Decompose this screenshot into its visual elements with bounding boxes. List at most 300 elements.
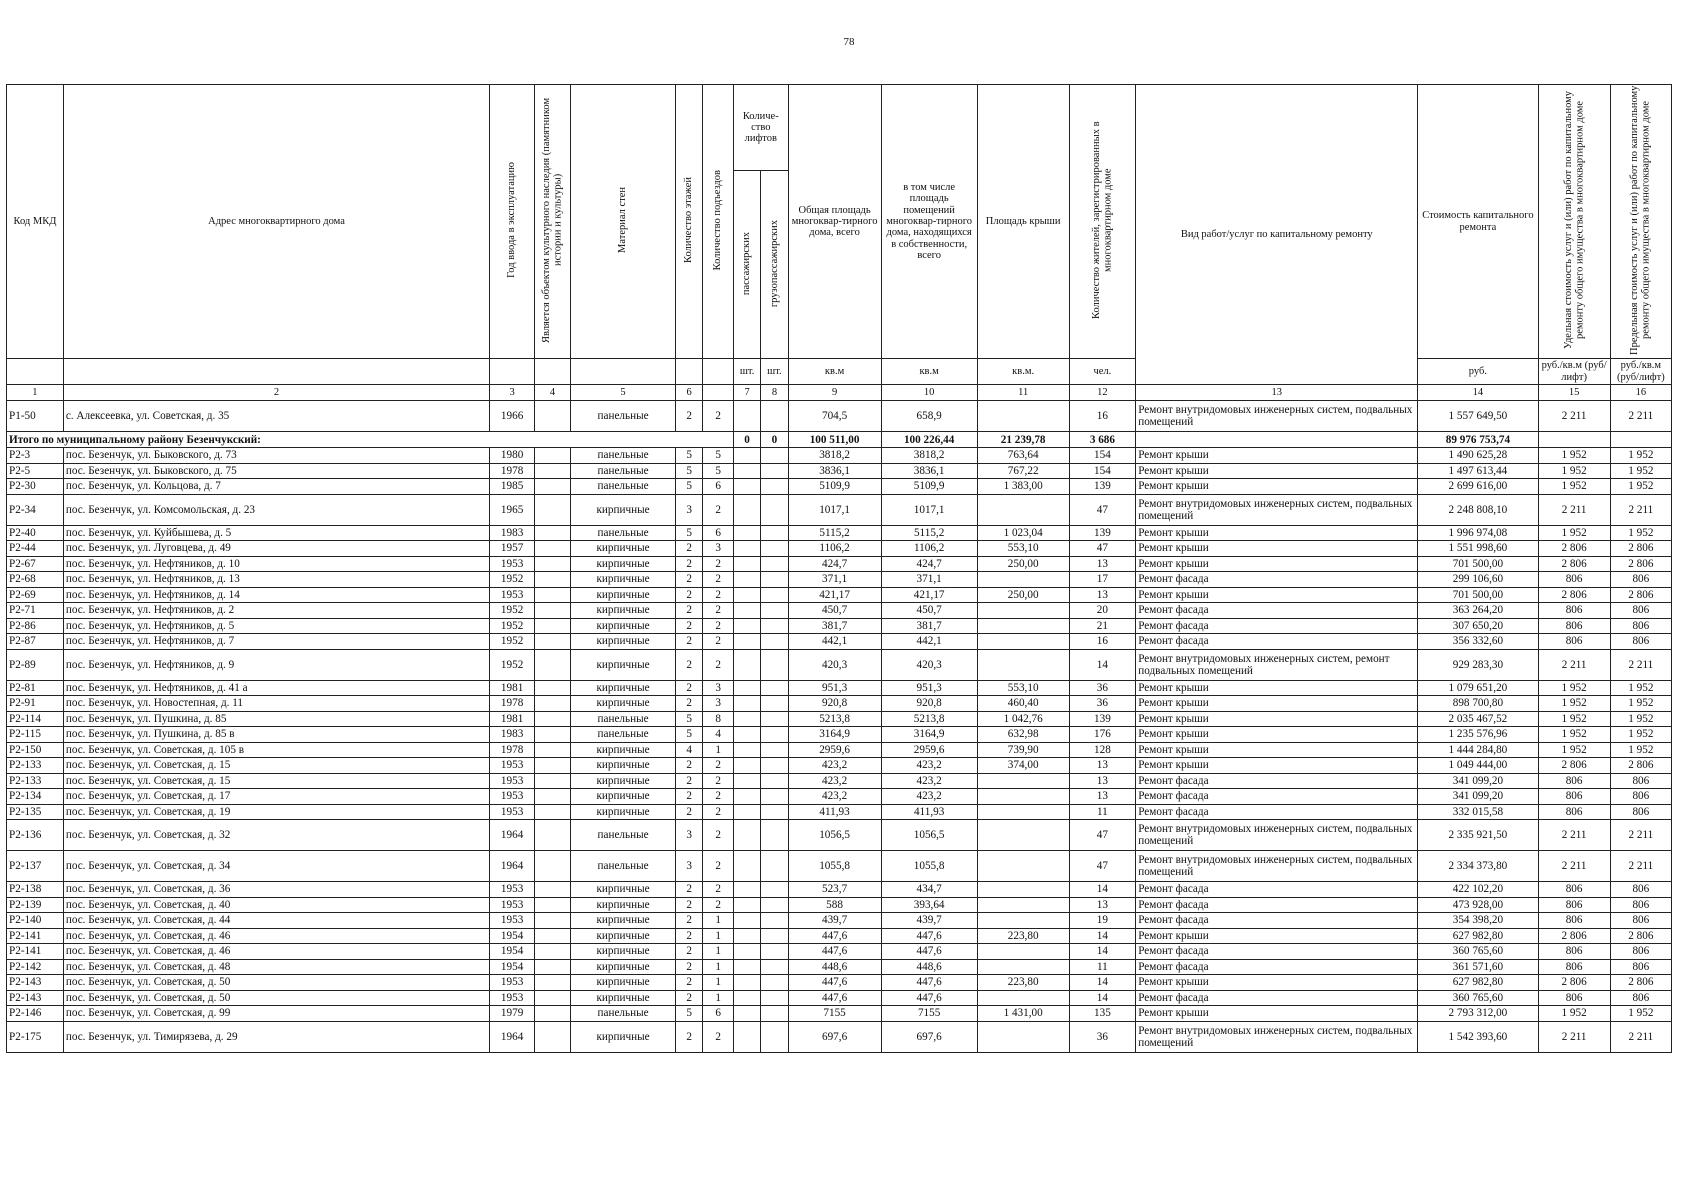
cell-material: кирпичные [571, 990, 676, 1006]
cell-unit-cost: 806 [1538, 634, 1610, 650]
cell-material: кирпичные [571, 804, 676, 820]
cell-work-type: Ремонт крыши [1136, 680, 1418, 696]
header-material [571, 85, 676, 359]
cell-work-type: Ремонт фасада [1136, 634, 1418, 650]
cell-owned-area: 420,3 [881, 649, 977, 680]
cell-residents: 17 [1069, 572, 1136, 588]
cell-code: Р1-50 [7, 401, 64, 432]
cell-cultural [535, 789, 571, 805]
table-row [7, 525, 1672, 541]
cell-lifts-cargo [761, 556, 788, 572]
cell-material: кирпичные [571, 773, 676, 789]
cell-residents: 21 [1069, 618, 1136, 634]
cell-floors: 2 [676, 680, 703, 696]
col-number: 13 [1136, 385, 1418, 401]
cell-residents: 11 [1069, 804, 1136, 820]
cell-material: панельные [571, 727, 676, 743]
cell-address: пос. Безенчук, ул. Нефтяников, д. 7 [63, 634, 489, 650]
cell-roof-area: 763,64 [977, 448, 1069, 464]
cell-work-type: Ремонт крыши [1136, 448, 1418, 464]
cell-owned-area: 381,7 [881, 618, 977, 634]
cell-work-type: Ремонт внутридомовых инженерных систем, подвальных помещений [1136, 1021, 1418, 1052]
cell-cultural [535, 758, 571, 774]
cell-year: 1978 [490, 742, 535, 758]
cell-max-cost: 806 [1610, 634, 1671, 650]
table-row [7, 758, 1672, 774]
cell-code: Р2-135 [7, 804, 64, 820]
cell-roof-area [977, 572, 1069, 588]
cell-owned-area: 5109,9 [881, 479, 977, 495]
col-number: 7 [733, 385, 760, 401]
cell-cultural [535, 928, 571, 944]
cell-cultural [535, 556, 571, 572]
cell-year: 1953 [490, 975, 535, 991]
cell-max-cost: 2 806 [1610, 556, 1671, 572]
cell-roof-area: 1 383,00 [977, 479, 1069, 495]
cell-cultural [535, 680, 571, 696]
cell-max-cost: 806 [1610, 897, 1671, 913]
table-row [7, 494, 1672, 525]
cell-lifts-cargo [761, 727, 788, 743]
table-row [7, 448, 1672, 464]
cell-cost: 2 335 921,50 [1418, 820, 1538, 851]
cell-total-area: 447,6 [788, 990, 881, 1006]
cell-entrances: 2 [703, 882, 734, 898]
cell-lifts-passenger [733, 618, 760, 634]
cell-work-type: Ремонт внутридомовых инженерных систем, ремонт подвальных помещений [1136, 649, 1418, 680]
cell-lifts-cargo [761, 944, 788, 960]
cell-lifts-passenger [733, 525, 760, 541]
cell-work-type: Ремонт внутридомовых инженерных систем, подвальных помещений [1136, 820, 1418, 851]
cell-lifts-passenger [733, 851, 760, 882]
column-numbers-row [7, 385, 1672, 401]
cell-roof-area: 739,90 [977, 742, 1069, 758]
cell-unit-cost: 806 [1538, 789, 1610, 805]
cell-address: пос. Безенчук, ул. Комсомольская, д. 23 [63, 494, 489, 525]
cell-cost: 1 049 444,00 [1418, 758, 1538, 774]
cell-entrances: 2 [703, 820, 734, 851]
cell-year: 1954 [490, 928, 535, 944]
cell-unit-cost: 1 952 [1538, 525, 1610, 541]
table-row [7, 727, 1672, 743]
cell-entrances: 2 [703, 649, 734, 680]
cell-floors: 5 [676, 1006, 703, 1022]
cell-code: Р2-34 [7, 494, 64, 525]
cell-max-cost: 2 211 [1610, 649, 1671, 680]
cell-work-type: Ремонт фасада [1136, 913, 1418, 929]
cell-floors: 2 [676, 634, 703, 650]
cell-roof-area [977, 851, 1069, 882]
cell-owned-area: 424,7 [881, 556, 977, 572]
cell-unit-cost: 2 806 [1538, 975, 1610, 991]
header-work-type: Вид работ/услуг по капитальному ремонту [1136, 85, 1418, 385]
cell-entrances: 2 [703, 851, 734, 882]
table-row [7, 990, 1672, 1006]
cell-lifts-passenger [733, 541, 760, 557]
cell-residents: 135 [1069, 1006, 1136, 1022]
cell-cost: 1 490 625,28 [1418, 448, 1538, 464]
cell-roof-area [977, 990, 1069, 1006]
cell-address: пос. Безенчук, ул. Советская, д. 99 [63, 1006, 489, 1022]
cell-lifts-cargo [761, 634, 788, 650]
cell-floors: 4 [676, 742, 703, 758]
cell-work-type: Ремонт фасада [1136, 804, 1418, 820]
header-year-text: Год ввода в эксплуатацию [506, 162, 518, 278]
cell-lifts-cargo [761, 603, 788, 619]
cell-lifts-cargo [761, 975, 788, 991]
cell-floors: 2 [676, 789, 703, 805]
cell-cultural [535, 649, 571, 680]
cell-entrances: 2 [703, 789, 734, 805]
cell-cultural [535, 696, 571, 712]
cell-work-type: Ремонт внутридомовых инженерных систем, подвальных помещений [1136, 401, 1418, 432]
header-floors-text: Количество этажей [683, 177, 695, 263]
cell-cost: 299 106,60 [1418, 572, 1538, 588]
cell-owned-area: 423,2 [881, 758, 977, 774]
cell-floors: 3 [676, 494, 703, 525]
cell-roof-area: 1 023,04 [977, 525, 1069, 541]
unit-people: чел. [1069, 359, 1136, 385]
cell-owned-area: 434,7 [881, 882, 977, 898]
total-lifts-cargo: 0 [761, 432, 788, 448]
cell-cultural [535, 727, 571, 743]
cell-material: кирпичные [571, 541, 676, 557]
cell-residents: 20 [1069, 603, 1136, 619]
cell-work-type: Ремонт крыши [1136, 463, 1418, 479]
cell-material: кирпичные [571, 634, 676, 650]
cell-cultural [535, 1006, 571, 1022]
cell-lifts-cargo [761, 1006, 788, 1022]
cell-address: пос. Безенчук, ул. Советская, д. 15 [63, 773, 489, 789]
table-row [7, 572, 1672, 588]
cell-entrances: 2 [703, 1021, 734, 1052]
cell-lifts-cargo [761, 742, 788, 758]
cell-work-type: Ремонт крыши [1136, 556, 1418, 572]
table-row [7, 711, 1672, 727]
cell-owned-area: 3164,9 [881, 727, 977, 743]
cell-floors: 5 [676, 463, 703, 479]
cell-residents: 14 [1069, 882, 1136, 898]
cell-code: Р2-143 [7, 990, 64, 1006]
cell-unit-cost: 2 211 [1538, 494, 1610, 525]
header-max-cost [1610, 85, 1671, 359]
table-row [7, 479, 1672, 495]
cell-address: пос. Безенчук, ул. Советская, д. 50 [63, 990, 489, 1006]
cell-cost: 701 500,00 [1418, 587, 1538, 603]
cell-floors: 2 [676, 1021, 703, 1052]
cell-code: Р2-71 [7, 603, 64, 619]
cell-max-cost: 806 [1610, 773, 1671, 789]
cell-unit-cost: 2 806 [1538, 758, 1610, 774]
cell-floors: 5 [676, 711, 703, 727]
cell-lifts-cargo [761, 990, 788, 1006]
cell-code: Р2-86 [7, 618, 64, 634]
cell-floors: 2 [676, 541, 703, 557]
cell-unit-cost: 1 952 [1538, 711, 1610, 727]
header-max-cost-text: Предельная стоимость услуг и (или) работ по капитальному ремонту общего имущества в многоквартирном доме [1629, 85, 1652, 355]
cell-lifts-passenger [733, 990, 760, 1006]
cell-floors: 2 [676, 603, 703, 619]
cell-lifts-cargo [761, 680, 788, 696]
cell-material: кирпичные [571, 680, 676, 696]
cell-material: кирпичные [571, 649, 676, 680]
cell-code: Р2-134 [7, 789, 64, 805]
cell-floors: 5 [676, 448, 703, 464]
cell-floors: 2 [676, 556, 703, 572]
cell-total-area: 420,3 [788, 649, 881, 680]
cell-max-cost: 806 [1610, 944, 1671, 960]
cell-address: пос. Безенчук, ул. Кольцова, д. 7 [63, 479, 489, 495]
cell-year: 1983 [490, 525, 535, 541]
cell-cost: 1 551 998,60 [1418, 541, 1538, 557]
cell-floors: 2 [676, 882, 703, 898]
cell-cost: 360 765,60 [1418, 944, 1538, 960]
cell-residents: 16 [1069, 634, 1136, 650]
cell-residents: 13 [1069, 758, 1136, 774]
cell-residents: 47 [1069, 820, 1136, 851]
cell-lifts-passenger [733, 928, 760, 944]
col-number: 14 [1418, 385, 1538, 401]
cell-entrances: 6 [703, 479, 734, 495]
cell-work-type: Ремонт фасада [1136, 773, 1418, 789]
cell-floors: 2 [676, 758, 703, 774]
cell-owned-area: 2959,6 [881, 742, 977, 758]
cell-address: пос. Безенчук, ул. Советская, д. 32 [63, 820, 489, 851]
cell-year: 1953 [490, 897, 535, 913]
header-address: Адрес многоквартирного дома [63, 85, 489, 359]
cell-residents: 13 [1069, 773, 1136, 789]
cell-code: Р2-30 [7, 479, 64, 495]
cell-max-cost: 806 [1610, 603, 1671, 619]
cell-roof-area: 553,10 [977, 680, 1069, 696]
cell-lifts-cargo [761, 541, 788, 557]
cell-residents: 14 [1069, 928, 1136, 944]
cell-floors: 2 [676, 696, 703, 712]
cell-roof-area [977, 649, 1069, 680]
cell-residents: 128 [1069, 742, 1136, 758]
cell-cultural [535, 603, 571, 619]
col-number: 11 [977, 385, 1069, 401]
col-number: 3 [490, 385, 535, 401]
cell-unit-cost: 806 [1538, 913, 1610, 929]
cell-work-type: Ремонт фасада [1136, 959, 1418, 975]
cell-entrances: 4 [703, 727, 734, 743]
cell-roof-area: 553,10 [977, 541, 1069, 557]
cell-cost: 2 248 808,10 [1418, 494, 1538, 525]
cell-residents: 13 [1069, 789, 1136, 805]
cell-material: кирпичные [571, 603, 676, 619]
cell-cost: 2 699 616,00 [1418, 479, 1538, 495]
cell-cultural [535, 742, 571, 758]
header-lifts-cargo [761, 171, 788, 359]
cell-code: Р2-81 [7, 680, 64, 696]
cell-residents: 13 [1069, 587, 1136, 603]
cell-work-type: Ремонт крыши [1136, 742, 1418, 758]
cell-material: панельные [571, 525, 676, 541]
cell-cultural [535, 882, 571, 898]
cell-work-type: Ремонт крыши [1136, 479, 1418, 495]
header-unit-cost [1538, 85, 1610, 359]
cell-material: кирпичные [571, 928, 676, 944]
cell-year: 1957 [490, 541, 535, 557]
cell-lifts-cargo [761, 463, 788, 479]
cell-residents: 13 [1069, 556, 1136, 572]
header-entrances-text: Количество подъездов [712, 169, 724, 271]
cell-address: пос. Безенчук, ул. Тимирязева, д. 29 [63, 1021, 489, 1052]
cell-code: Р2-141 [7, 944, 64, 960]
cell-floors: 2 [676, 618, 703, 634]
cell-cultural [535, 913, 571, 929]
cell-roof-area: 223,80 [977, 928, 1069, 944]
cell-entrances: 1 [703, 959, 734, 975]
header-residents [1069, 85, 1136, 359]
cell-floors: 3 [676, 851, 703, 882]
cell-entrances: 1 [703, 975, 734, 991]
cell-year: 1981 [490, 711, 535, 727]
cell-owned-area: 447,6 [881, 990, 977, 1006]
cell-unit-cost: 2 806 [1538, 541, 1610, 557]
cell-unit-cost: 1 952 [1538, 680, 1610, 696]
unit-sqm: кв.м. [977, 359, 1069, 385]
cell-cost: 929 283,30 [1418, 649, 1538, 680]
cell-cost: 1 542 393,60 [1418, 1021, 1538, 1052]
cell-total-area: 7155 [788, 1006, 881, 1022]
cell-address: пос. Безенчук, ул. Быковского, д. 73 [63, 448, 489, 464]
unit-pcs: шт. [761, 359, 788, 385]
cell-cultural [535, 541, 571, 557]
cell-entrances: 3 [703, 696, 734, 712]
header-floors [676, 85, 703, 359]
cell-floors: 5 [676, 525, 703, 541]
cell-unit-cost: 2 211 [1538, 851, 1610, 882]
cell-lifts-cargo [761, 494, 788, 525]
cell-year: 1954 [490, 944, 535, 960]
cell-max-cost: 1 952 [1610, 680, 1671, 696]
cell-cost: 341 099,20 [1418, 773, 1538, 789]
cell-entrances: 1 [703, 742, 734, 758]
unit-cell [7, 359, 64, 385]
cell-work-type: Ремонт крыши [1136, 727, 1418, 743]
cell-cultural [535, 711, 571, 727]
table-body [7, 401, 1672, 1053]
cell-code: Р2-146 [7, 1006, 64, 1022]
cell-work-type: Ремонт фасада [1136, 603, 1418, 619]
cell-unit-cost: 806 [1538, 572, 1610, 588]
cell-lifts-passenger [733, 773, 760, 789]
cell-unit-cost: 1 952 [1538, 742, 1610, 758]
cell-material: кирпичные [571, 944, 676, 960]
cell-cost: 1 444 284,80 [1418, 742, 1538, 758]
cell-roof-area [977, 773, 1069, 789]
cell-entrances: 2 [703, 494, 734, 525]
cell-lifts-cargo [761, 696, 788, 712]
cell-total-area: 1055,8 [788, 851, 881, 882]
cell-entrances: 1 [703, 913, 734, 929]
table-row [7, 820, 1672, 851]
cell-unit-cost: 2 211 [1538, 1021, 1610, 1052]
table-row [7, 882, 1672, 898]
cell-code: Р2-114 [7, 711, 64, 727]
cell-cost: 627 982,80 [1418, 975, 1538, 991]
cell-cultural [535, 587, 571, 603]
unit-cell [535, 359, 571, 385]
cell-total-area: 423,2 [788, 758, 881, 774]
cell-roof-area [977, 804, 1069, 820]
cell-address: пос. Безенчук, ул. Советская, д. 105 в [63, 742, 489, 758]
cell-year: 1980 [490, 448, 535, 464]
cell-code: Р2-91 [7, 696, 64, 712]
cell-code: Р2-175 [7, 1021, 64, 1052]
cell-residents: 14 [1069, 975, 1136, 991]
cell-unit-cost: 2 211 [1538, 401, 1610, 432]
cell-roof-area [977, 603, 1069, 619]
total-cost: 89 976 753,74 [1418, 432, 1538, 448]
col-number: 10 [881, 385, 977, 401]
cell-owned-area: 447,6 [881, 944, 977, 960]
total-row [7, 432, 1672, 448]
cell-lifts-cargo [761, 572, 788, 588]
cell-cultural [535, 572, 571, 588]
cell-owned-area: 423,2 [881, 773, 977, 789]
table-row [7, 649, 1672, 680]
cell-cultural [535, 944, 571, 960]
cell-cost: 354 398,20 [1418, 913, 1538, 929]
cell-code: Р2-137 [7, 851, 64, 882]
cell-max-cost: 806 [1610, 572, 1671, 588]
cell-cultural [535, 959, 571, 975]
cell-year: 1964 [490, 820, 535, 851]
cell-work-type: Ремонт внутридомовых инженерных систем, подвальных помещений [1136, 851, 1418, 882]
cell-work-type: Ремонт фасада [1136, 882, 1418, 898]
total-residents: 3 686 [1069, 432, 1136, 448]
cell-work-type: Ремонт крыши [1136, 525, 1418, 541]
cell-entrances: 3 [703, 541, 734, 557]
cell-residents: 139 [1069, 525, 1136, 541]
cell-lifts-cargo [761, 587, 788, 603]
cell-code: Р2-150 [7, 742, 64, 758]
cell-address: с. Алексеевка, ул. Советская, д. 35 [63, 401, 489, 432]
col-number: 8 [761, 385, 788, 401]
cell-year: 1965 [490, 494, 535, 525]
cell-material: кирпичные [571, 556, 676, 572]
cell-entrances: 1 [703, 928, 734, 944]
cell-max-cost: 1 952 [1610, 448, 1671, 464]
col-number: 15 [1538, 385, 1610, 401]
cell-cost: 1 996 974,08 [1418, 525, 1538, 541]
unit-cell [490, 359, 535, 385]
cell-total-area: 2959,6 [788, 742, 881, 758]
cell-max-cost: 2 211 [1610, 1021, 1671, 1052]
cell-cultural [535, 851, 571, 882]
cell-lifts-cargo [761, 913, 788, 929]
cell-max-cost: 806 [1610, 789, 1671, 805]
cell-address: пос. Безенчук, ул. Советская, д. 46 [63, 928, 489, 944]
cell-work-type: Ремонт крыши [1136, 1006, 1418, 1022]
cell-unit-cost: 1 952 [1538, 727, 1610, 743]
cell-floors: 2 [676, 990, 703, 1006]
cell-cultural [535, 1021, 571, 1052]
cell-address: пос. Безенчук, ул. Советская, д. 34 [63, 851, 489, 882]
cell-owned-area: 1055,8 [881, 851, 977, 882]
cell-roof-area: 250,00 [977, 556, 1069, 572]
cell-total-area: 447,6 [788, 928, 881, 944]
cell-cost: 307 650,20 [1418, 618, 1538, 634]
cell-cultural [535, 990, 571, 1006]
cell-year: 1978 [490, 463, 535, 479]
cell-year: 1953 [490, 789, 535, 805]
cell-roof-area [977, 789, 1069, 805]
cell-total-area: 920,8 [788, 696, 881, 712]
